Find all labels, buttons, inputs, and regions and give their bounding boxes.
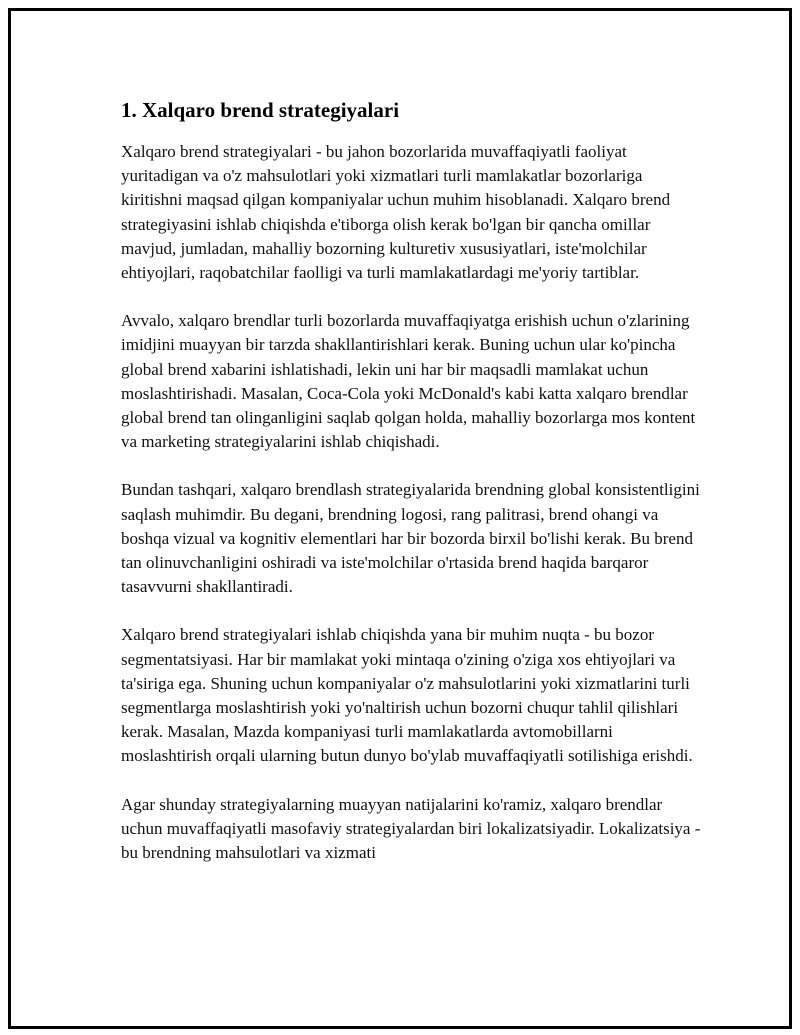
paragraph-5: Agar shunday strategiyalarning muayyan natijalarini ko'ramiz, xalqaro brendlar uchun muvaffaqiyatli masofaviy strategiyalardan biri lokalizatsiyadir. Lokalizatsiya - bu brendning mahsulotlari va xizmati xyxy=(121,794,701,863)
paragraph-1: Xalqaro brend strategiyalari - bu jahon bozorlarida muvaffaqiyatli faoliyat yuritadigan va o'z mahsulotlari yoki xizmatlari turli mamlakatlar bozorlariga kiritishni maqsad qilgan kompaniyalar uchun muhim hisoblanadi. Xalqaro brend strategiyasini ishlab chiqishda e'tiborga olish kerak bo'lgan bir qancha omillar mavjud, jumladan, mahalliy bozorning kulturetiv xususiyatlari, iste'molchilar ehtiyojlari, raqobatchilar faolligi va turli mamlakatlardagi me'yoriy tartiblar. xyxy=(121,142,671,283)
document-body xyxy=(121,97,701,889)
page-frame xyxy=(8,8,792,1029)
section-heading: 1. Xalqaro brend strategiyalari xyxy=(121,98,400,122)
paragraph-3: Bundan tashqari, xalqaro brendlash strategiyalarida brendning global konsistentligini saqlash muhimdir. Bu degani, brendning logosi, rang palitrasi, brend ohangi va boshqa vizual va kognitiv elementlari har bir bozorda birxil bo'lishi kerak. Bu brend tan olinuvchanligini oshiradi va iste'molchilar o'rtasida brend haqida barqaror tasavvurni shakllantiradi. xyxy=(121,480,700,597)
paragraph-4: Xalqaro brend strategiyalari ishlab chiqishda yana bir muhim nuqta - bu bozor segmentatsiyasi. Har bir mamlakat yoki mintaqa o'zining o'ziga xos ehtiyojlari va ta'siriga ega. Shuning uchun kompaniyalar o'z mahsulotlarini yoki xizmatlarini turli segmentlarga moslashtirish yoki yo'naltirish uchun bozorni chuqur tahlil qilishlari kerak. Masalan, Mazda kompaniyasi turli mamlakatlarda avtomobillarni moslashtirish orqali ularning butun dunyo bo'ylab muvaffaqiyatli sotilishiga erishdi. xyxy=(121,625,693,766)
paragraph-2: Avvalo, xalqaro brendlar turli bozorlarda muvaffaqiyatga erishish uchun o'zlarining imidjini muayyan bir tarzda shakllantirishlari kerak. Buning uchun ular ko'pincha global brend xabarini ishlatishadi, lekin uni har bir maqsadli mamlakat uchun moslashtirishadi. Masalan, Coca-Cola yoki McDonald's kabi katta xalqaro brendlar global brend tan olinganligini saqlab qolgan holda, mahalliy bozorlarga mos kontent va marketing strategiyalarini ishlab chiqishadi. xyxy=(121,311,696,452)
